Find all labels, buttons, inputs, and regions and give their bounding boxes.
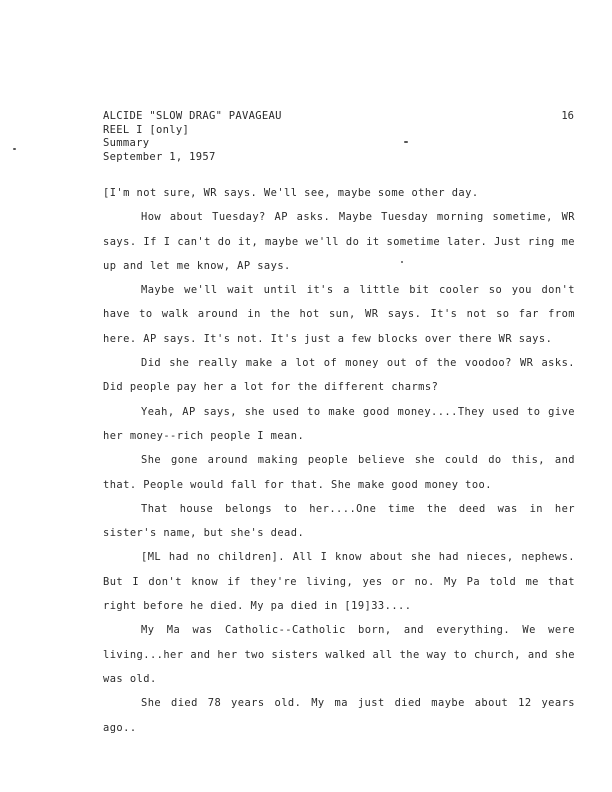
scan-speck: [401, 261, 403, 263]
interview-date: September 1, 1957: [103, 150, 216, 163]
paragraph-9: My Ma was Catholic--Catholic born, and everything. We were living...her and her two sisters walked all the way to church, and she was old.: [103, 624, 575, 685]
paragraph-5: Yeah, AP says, she used to make good money....They used to give her money--rich people I mean.: [103, 405, 575, 442]
reel-label: REEL I [only]: [103, 123, 190, 136]
scan-speck: [13, 148, 16, 150]
paragraph-3: Maybe we'll wait until it's a little bit cooler so you don't have to walk around in the hot sun, WR says. It's not so far from here. AP says. It's not. It's just a few blocks over there WR says.: [103, 284, 575, 345]
paragraph-6: She gone around making people believe she could do this, and that. People would fall for that. She make good money too.: [103, 454, 575, 491]
page-number: 16: [561, 110, 574, 122]
interviewee-name: ALCIDE "SLOW DRAG" PAVAGEAU: [103, 110, 282, 122]
paragraph-1: [I'm not sure, WR says. We'll see, maybe some other day.: [103, 187, 479, 199]
scan-speck: [404, 141, 408, 143]
document-type: Summary: [103, 137, 150, 149]
paragraph-7: That house belongs to her....One time the deed was in her sister's name, but she's dead.: [103, 502, 575, 540]
paragraph-10: She died 78 years old. My ma just died maybe about 12 years ago..: [103, 697, 575, 734]
transcript-header: [103, 110, 282, 164]
paragraph-8: [ML had no children]. All I know about she had nieces, nephews. But I don't know if they're living, yes or no. My Pa told me that right before he died. My pa died in [19]33....: [103, 551, 575, 613]
transcript-body: [103, 181, 575, 740]
paragraph-4: Did she really make a lot of money out of the voodoo? WR asks. Did people pay her a lot for the different charms?: [103, 357, 575, 394]
paragraph-2: How about Tuesday? AP asks. Maybe Tuesday morning sometime, WR says. If I can't do it, maybe we'll do it sometime later. Just ring me up and let me know, AP says.: [103, 211, 575, 272]
